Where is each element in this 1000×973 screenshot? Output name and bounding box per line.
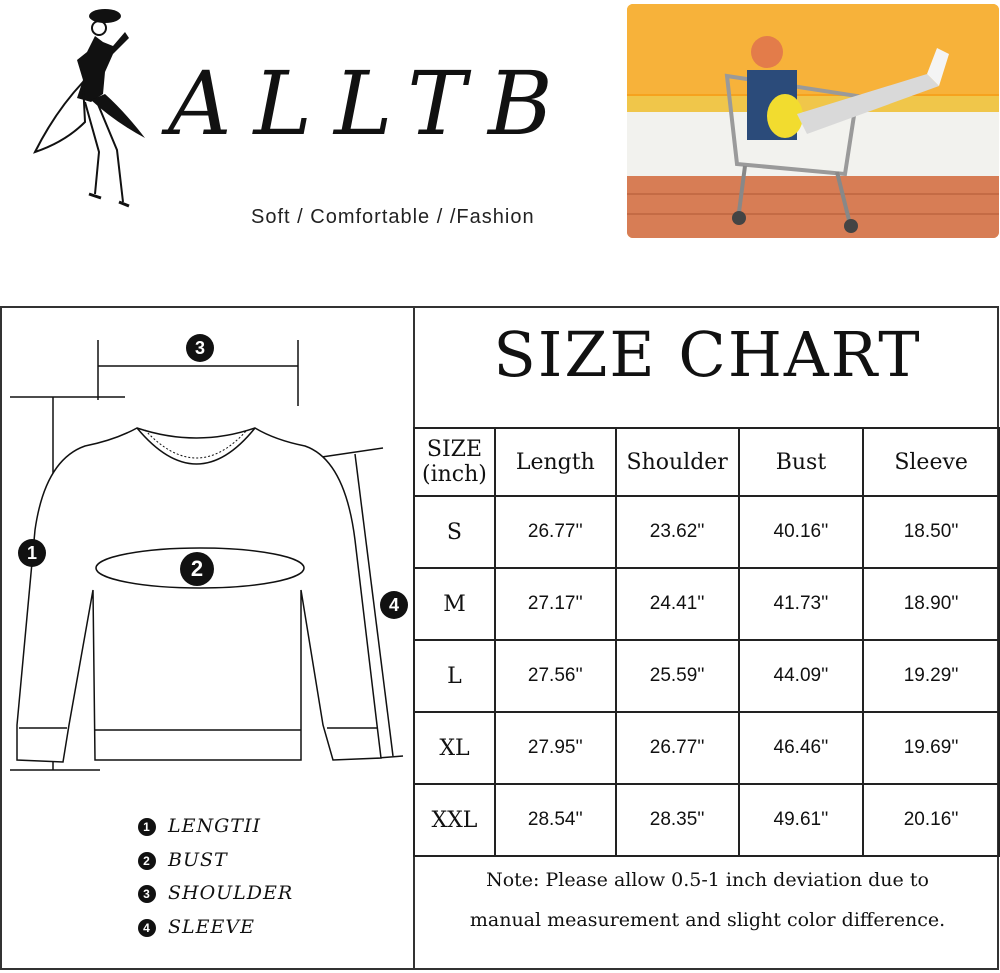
- table-row: [414, 496, 999, 568]
- column-header-sleeve: Sleeve: [863, 428, 999, 496]
- table-header-row: [414, 428, 999, 496]
- note-line: Note: Please allow 0.5-1 inch deviation due to: [486, 869, 929, 891]
- legend-label: LENGTII: [168, 815, 261, 837]
- size-header-unit: (inch): [422, 462, 487, 487]
- shoulder-cell: 28.35'': [616, 784, 739, 856]
- shoulder-cell: 23.62'': [616, 496, 739, 568]
- size-table: [413, 427, 1000, 857]
- marker-shoulder: 3: [186, 334, 214, 362]
- length-cell: 28.54'': [495, 784, 616, 856]
- legend-shoulder: [138, 882, 293, 904]
- marker-length: 1: [18, 539, 46, 567]
- bust-cell: 49.61'': [739, 784, 864, 856]
- column-header-shoulder: Shoulder: [616, 428, 739, 496]
- bust-cell: 46.46'': [739, 712, 864, 784]
- legend-label: BUST: [168, 849, 228, 871]
- sleeve-cell: 20.16'': [863, 784, 999, 856]
- model-photo: [627, 4, 999, 238]
- bust-cell: 40.16'': [739, 496, 864, 568]
- sleeve-cell: 19.69'': [863, 712, 999, 784]
- shoulder-cell: 24.41'': [616, 568, 739, 640]
- legend-number: 1: [138, 818, 156, 836]
- column-header-bust: Bust: [739, 428, 864, 496]
- table-row: [414, 712, 999, 784]
- legend-number: 3: [138, 885, 156, 903]
- size-header-label: SIZE: [426, 437, 483, 462]
- brand-logo: ALLTB: [168, 52, 575, 155]
- tagline: Soft / Comfortable / /Fashion: [251, 206, 535, 228]
- sleeve-cell: 18.90'': [863, 568, 999, 640]
- legend-label: SHOULDER: [168, 882, 294, 904]
- legend-label: SLEEVE: [168, 916, 255, 938]
- bust-cell: 44.09'': [739, 640, 864, 712]
- column-header-length: Length: [495, 428, 616, 496]
- sleeve-cell: 18.50'': [863, 496, 999, 568]
- length-cell: 27.17'': [495, 568, 616, 640]
- table-row: [414, 784, 999, 856]
- bust-cell: 41.73'': [739, 568, 864, 640]
- deviation-note: [415, 860, 1000, 940]
- legend-bust: [138, 849, 228, 871]
- length-cell: 27.56'': [495, 640, 616, 712]
- size-cell: L: [414, 640, 495, 712]
- length-cell: 27.95'': [495, 712, 616, 784]
- legend-sleeve: [138, 916, 255, 938]
- fashion-figure-logo: [25, 2, 155, 214]
- table-row: [414, 568, 999, 640]
- size-chart-title: SIZE CHART: [493, 318, 922, 391]
- size-cell: M: [414, 568, 495, 640]
- shoulder-cell: 26.77'': [616, 712, 739, 784]
- legend-number: 4: [138, 919, 156, 937]
- marker-bust: 2: [180, 552, 214, 586]
- length-cell: 26.77'': [495, 496, 616, 568]
- shoulder-cell: 25.59'': [616, 640, 739, 712]
- size-cell: S: [414, 496, 495, 568]
- legend-number: 2: [138, 852, 156, 870]
- legend-length: [138, 815, 261, 837]
- sleeve-cell: 19.29'': [863, 640, 999, 712]
- size-cell: XL: [414, 712, 495, 784]
- note-line: manual measurement and slight color difference.: [469, 909, 946, 931]
- table-row: [414, 640, 999, 712]
- marker-sleeve: 4: [380, 591, 408, 619]
- size-column-header: [414, 428, 495, 496]
- size-cell: XXL: [414, 784, 495, 856]
